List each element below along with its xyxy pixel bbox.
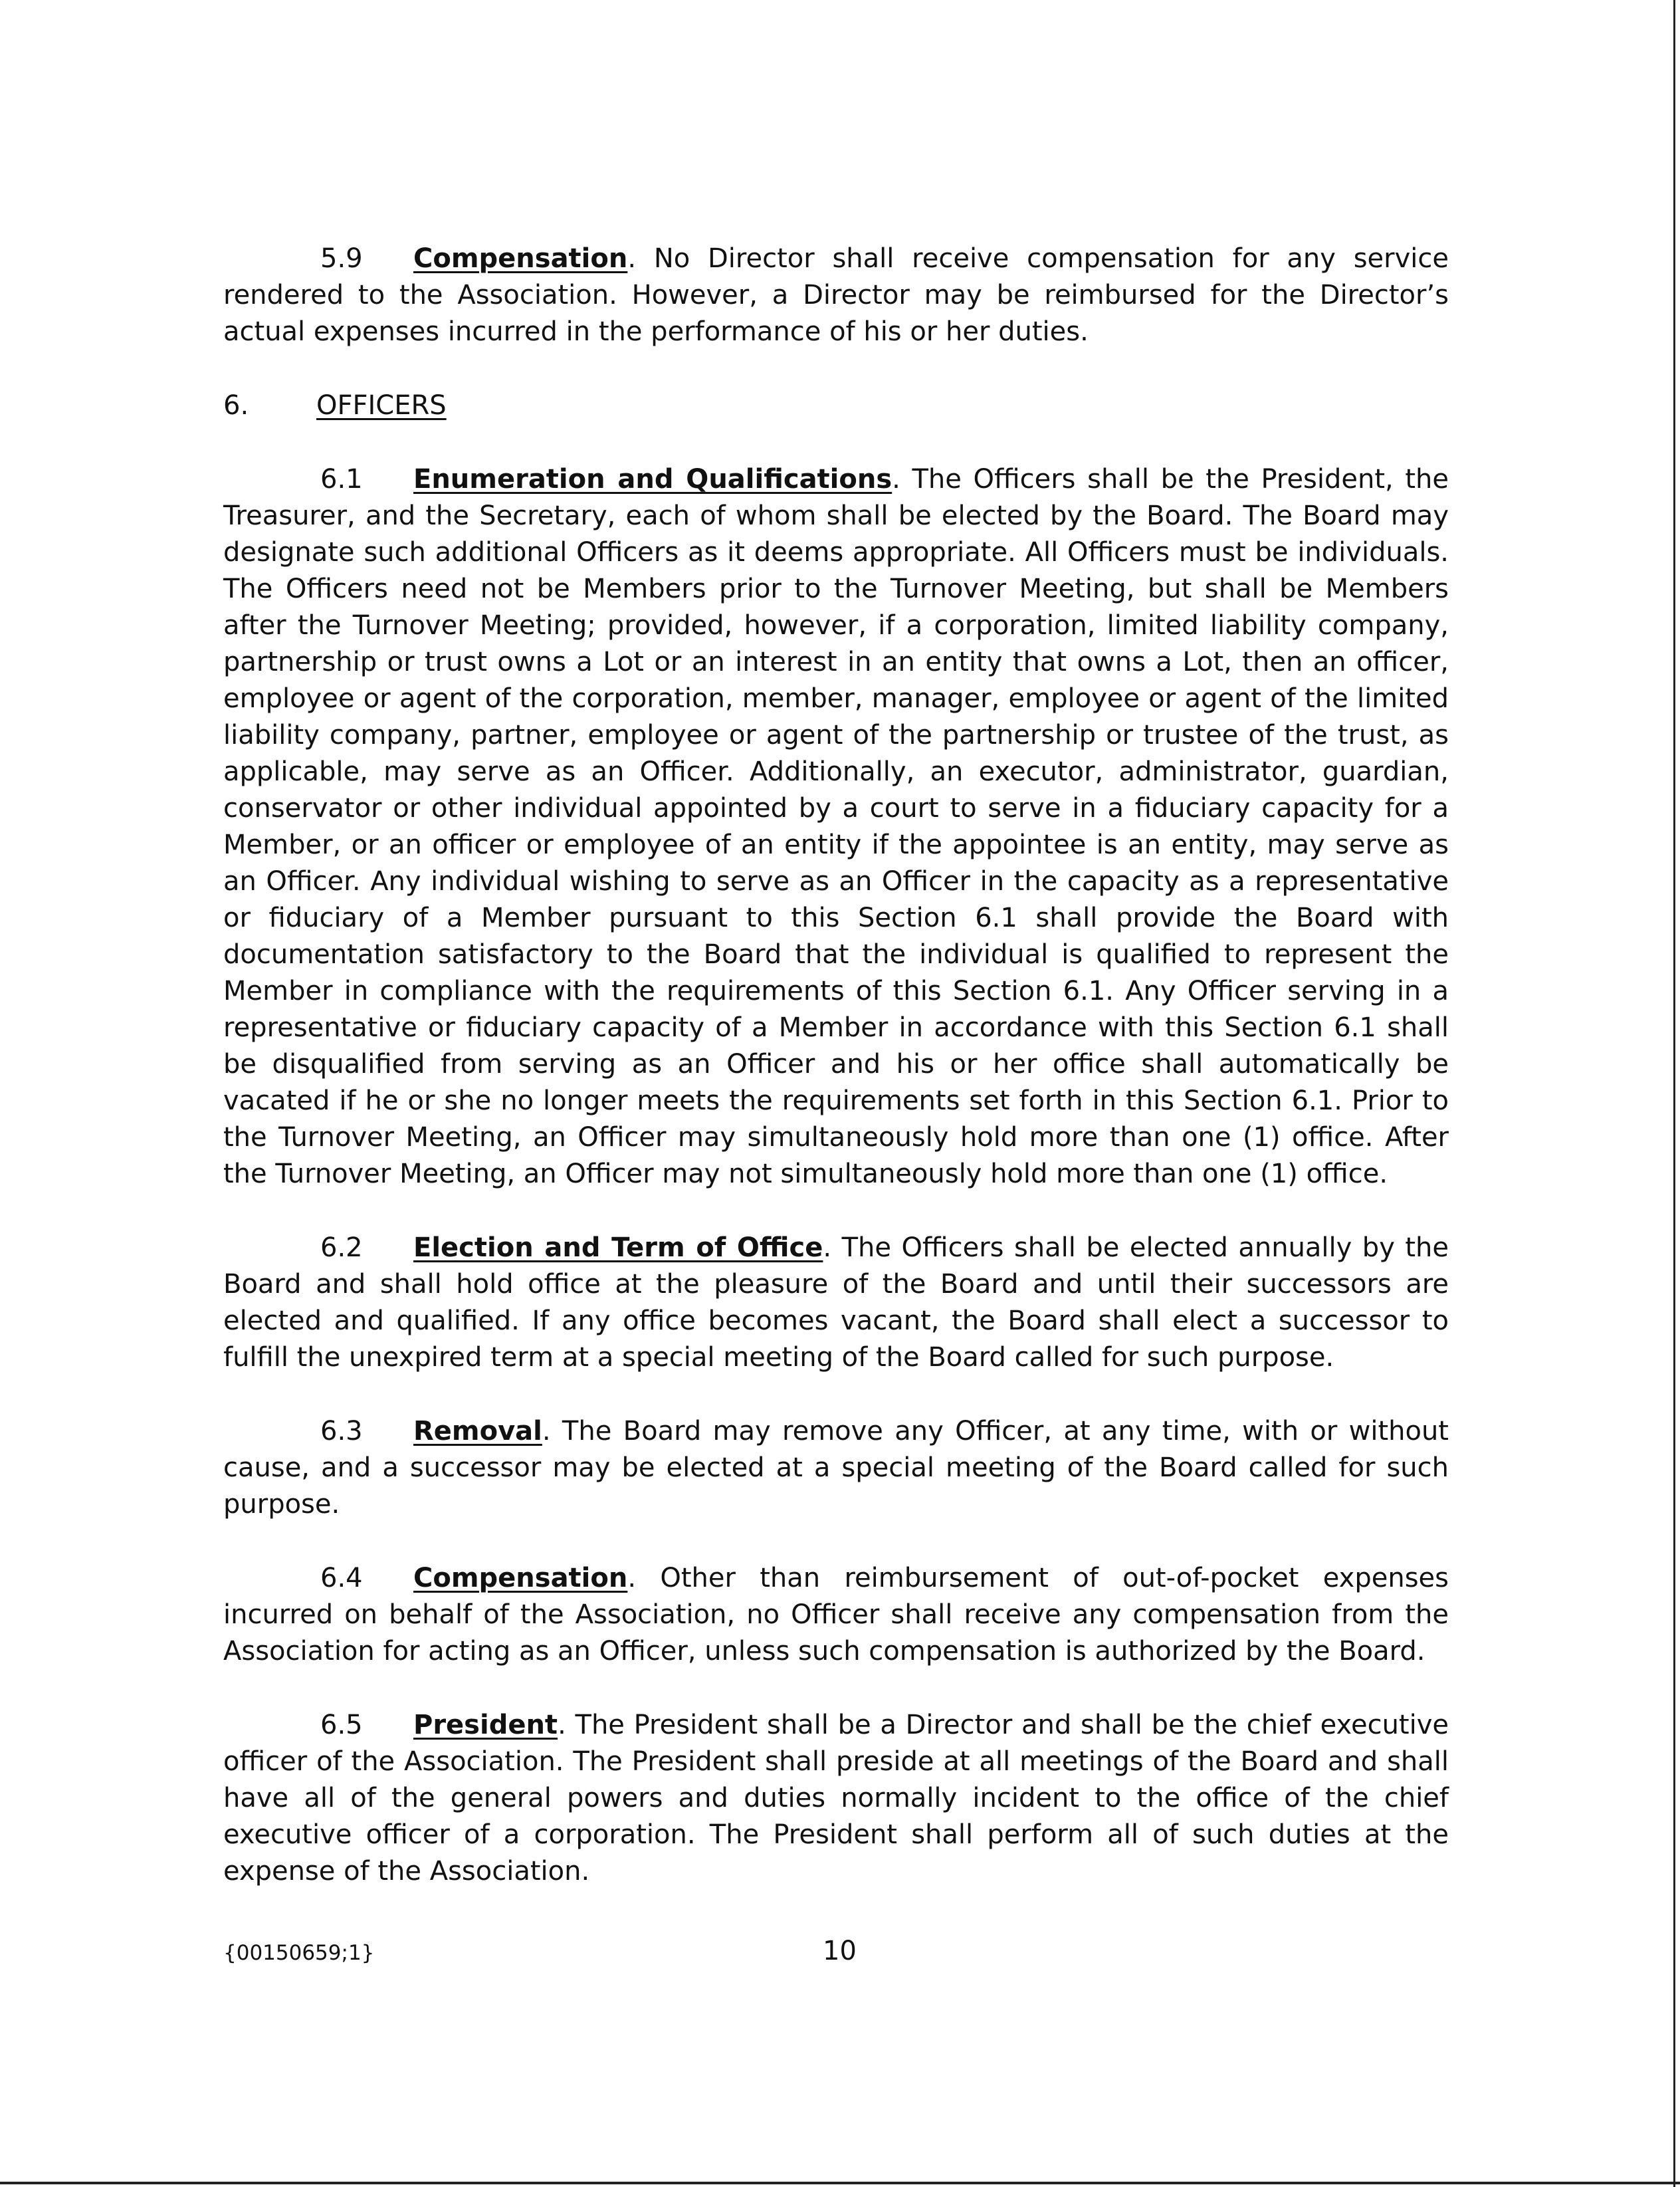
section-6-heading	[223, 388, 1449, 424]
section-number: 6.4	[320, 1563, 363, 1593]
section-text: . The Board may remove any Officer, at any time, with or without cause, and a successor may be elected at a special meeting of the Board called for such purpose.	[223, 1416, 1449, 1520]
section-6-3	[223, 1413, 1449, 1523]
section-text: . The President shall be a Director and shall be the chief executive officer of the Association. The President shall preside at all meetings of the Board and shall have all of the general powers and duties normally incident to the office of the chief executive officer of a corporation. The President shall perform all of such duties at the expense of the Association.	[223, 1710, 1449, 1887]
section-6-5	[223, 1707, 1449, 1890]
section-6-4	[223, 1560, 1449, 1670]
section-title: Compensation	[413, 243, 628, 274]
section-number: 6.1	[320, 464, 363, 495]
section-text: . The Officers shall be elected annually by the Board and shall hold office at the pleasure of the Board and until their successors are elected and qualified. If any office becomes vacant, the Board shall elect a successor to fulfill the unexpired term at a special meeting of the Board called for such purpose.	[223, 1232, 1449, 1373]
section-title: OFFICERS	[316, 390, 447, 421]
document-id: {00150659;1}	[223, 1941, 375, 1965]
scan-edge-bottom	[0, 2182, 1680, 2184]
section-title: Election and Term of Office	[413, 1232, 823, 1263]
section-title: Removal	[413, 1416, 542, 1446]
page-number: 10	[823, 1936, 857, 1966]
section-6-2	[223, 1230, 1449, 1376]
section-number: 5.9	[320, 243, 363, 274]
section-text: . Other than reimbursement of out-of-pocket expenses incurred on behalf of the Association, no Officer shall receive any compensation from the Association for acting as an Officer, unless such compensation is authorized by the Board.	[223, 1563, 1449, 1667]
scan-edge-right	[1673, 0, 1675, 2187]
section-5-9	[223, 241, 1449, 350]
section-number: 6.3	[320, 1416, 363, 1446]
section-text: . No Director shall receive compensation for any service rendered to the Association. However, a Director may be reimbursed for the Director’s actual expenses incurred in the performance of his or her duties.	[223, 243, 1449, 347]
page-body	[223, 241, 1449, 1927]
section-text: . The Officers shall be the President, the Treasurer, and the Secretary, each of whom shall be elected by the Board. The Board may designate such additional Officers as it deems appropriate. All Officers must be individuals. The Officers need not be Members prior to the Turnover Meeting, but shall be Members after the Turnover Meeting; provided, however, if a corporation, limited liability company, partnership or trust owns a Lot or an interest in an entity that owns a Lot, then an officer, employee or agent of the corporation, member, manager, employee or agent of the limited liability company, partner, employee or agent of the partnership or trustee of the trust, as applicable, may serve as an Officer. Additionally, an executor, administrator, guardian, conservator or other individual appointed by a court to serve in a fiduciary capacity for a Member, or an officer or employee of an entity if the appointee is an entity, may serve as an Officer. Any individual wishing to serve as an Officer in the capacity as a representative or fiduciary of a Member pursuant to this Section 6.1 shall provide the Board with documentation satisfactory to the Board that the individual is qualified to represent the Member in compliance with the requirements of this Section 6.1. Any Officer serving in a representative or fiduciary capacity of a Member in accordance with this Section 6.1 shall be disqualified from serving as an Officer and his or her office shall automatically be vacated if he or she no longer meets the requirements set forth in this Section 6.1. Prior to the Turnover Meeting, an Officer may simultaneously hold more than one (1) office. After the Turnover Meeting, an Officer may not simultaneously hold more than one (1) office.	[223, 464, 1449, 1189]
section-title: Enumeration and Qualifications	[413, 464, 892, 495]
section-number: 6.5	[320, 1710, 363, 1740]
section-number: 6.2	[320, 1232, 363, 1263]
section-6-1	[223, 461, 1449, 1193]
section-number: 6.	[223, 390, 249, 421]
section-title: Compensation	[413, 1563, 628, 1593]
section-title: President	[413, 1710, 558, 1740]
